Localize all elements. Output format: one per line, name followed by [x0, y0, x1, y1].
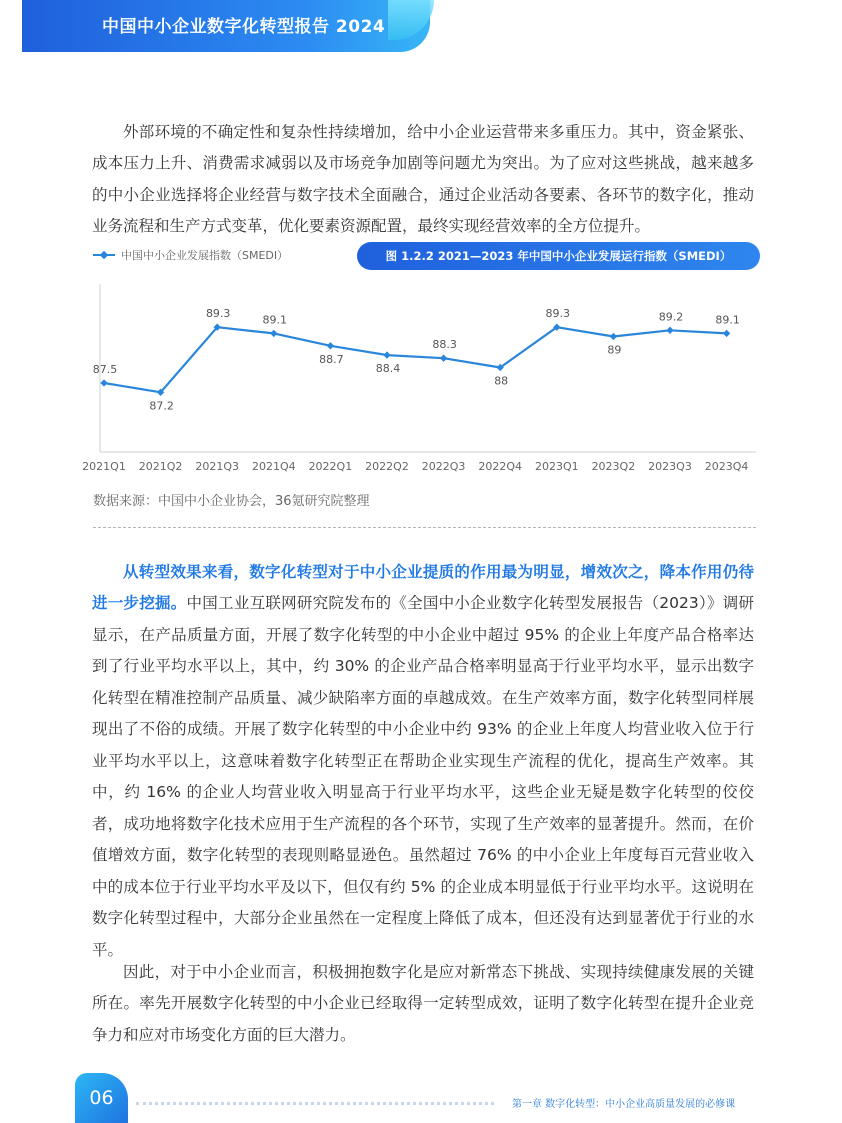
data-point-marker [383, 351, 390, 358]
effect-paragraph [92, 557, 754, 967]
data-label: 89.1 [715, 313, 740, 327]
x-tick-label: 2021Q4 [251, 460, 296, 473]
x-tick-label: 2023Q3 [648, 460, 692, 473]
chart-legend [93, 245, 288, 265]
page-number: 06 [75, 1073, 128, 1123]
effect-highlight: 从转型效果来看，数字化转型对于中小企业提质的作用最为明显，增效次之，降本作用仍待进一步挖掘。 [92, 562, 754, 612]
intro-paragraph: 外部环境的不确定性和复杂性持续增加，给中小企业运营带来多重压力。其中，资金紧张、成本压力上升、消费需求减弱以及市场竞争加剧等问题尤为突出。为了应对这些挑战，越来越多的中小企业选择将企业经营与数字技术全面融合，通过企业活动各要素、各环节的数字化，推动业务流程和生产方式变革，优化要素资源配置，最终实现经营效率的全方位提升。 [92, 122, 754, 235]
data-point-marker [610, 333, 617, 340]
data-point-marker [723, 330, 730, 337]
report-title: 中国中小企业数字化转型报告 2024 [102, 17, 386, 37]
x-tick-label: 2022Q2 [365, 460, 409, 473]
effect-body: 中国工业互联网研究院发布的《全国中小企业数字化转型发展报告（2023）》调研显示，在产品质量方面，开展了数字化转型的中小企业中超过 95% 的企业上年度产品合格率达到了行业平均水平以上，其中，约 30% 的企业产品合格率明显高于行业平均水平，显示出数字化转型在精准控制产品质量、减少缺陷率方面的卓越成效。在生产效率方面，数字化转型同样展现出了不俗的成绩。开展了数字化转型的中小企业中约 93% 的企业上年度人均营业收入位于行业平均水平以上，这意味着数字化转型正在帮助企业实现生产流程的优化，提高生产效率。其中，约 16% 的企业人均营业收入明显高于行业平均水平，这些企业无疑是数字化转型的佼佼者，成功地将数字化技术应用于生产流程的各个环节，实现了生产效率的显著提升。然而，在价值增效方面，数字化转型的表现则略显逊色。虽然超过 76% 的中小企业上年度每百元营业收入中的成本位于行业平均水平及以下，但仅有约 5% 的企业成本明显低于行业平均水平。这说明在数字化转型过程中，大部分企业虽然在一定程度上降低了成本，但还没有达到显著优于行业的水平。 [92, 594, 754, 959]
data-label: 89 [607, 343, 622, 357]
header-banner [22, 0, 430, 52]
data-point-marker [666, 327, 673, 334]
x-tick-label: 2022Q1 [308, 460, 353, 473]
legend-label: 中国中小企业发展指数（SMEDI） [121, 249, 289, 262]
footer-dotted-line [136, 1102, 494, 1105]
data-point-marker [270, 330, 277, 337]
data-label: 88 [494, 374, 509, 388]
x-tick-label: 2021Q1 [82, 460, 126, 473]
figure-source: 数据来源：中国中小企业协会，36氪研究院整理 [93, 494, 370, 509]
x-tick-label: 2023Q2 [591, 460, 636, 473]
data-label: 87.2 [149, 399, 174, 413]
data-point-marker [327, 342, 334, 349]
x-tick-label: 2021Q3 [195, 460, 240, 473]
data-point-marker [100, 379, 107, 386]
data-label: 88.7 [319, 352, 344, 366]
data-label: 88.4 [375, 362, 401, 376]
x-tick-label: 2023Q1 [534, 460, 579, 473]
conclusion-paragraph: 因此，对于中小企业而言，积极拥抱数字化是应对新常态下挑战、实现持续健康发展的关键所在。率先开展数字化转型的中小企业已经取得一定转型成效，证明了数字化转型在提升企业竞争力和应对市场变化方面的巨大潜力。 [92, 962, 754, 1044]
x-tick-label: 2022Q3 [421, 460, 466, 473]
x-tick-label: 2021Q2 [138, 460, 183, 473]
x-tick-label: 2023Q4 [704, 460, 749, 473]
data-label: 87.5 [92, 363, 118, 376]
data-label: 89.3 [545, 307, 571, 321]
smedi-line-chart [80, 280, 760, 475]
footer-chapter-title: 第一章 数字化转型：中小企业高质量发展的必修课 [512, 1099, 736, 1110]
section-divider [93, 527, 756, 528]
data-label: 89.2 [658, 310, 684, 324]
series-line [104, 327, 727, 392]
data-label: 89.1 [262, 313, 288, 327]
data-label: 88.3 [432, 338, 457, 352]
data-point-marker [440, 355, 447, 362]
figure-caption: 图 1.2.2 2021—2023 年中国中小企业发展运行指数（SMEDI） [357, 242, 760, 270]
x-tick-label: 2022Q4 [478, 460, 523, 473]
data-label: 89.3 [205, 307, 231, 321]
legend-line-marker-icon [93, 250, 115, 260]
